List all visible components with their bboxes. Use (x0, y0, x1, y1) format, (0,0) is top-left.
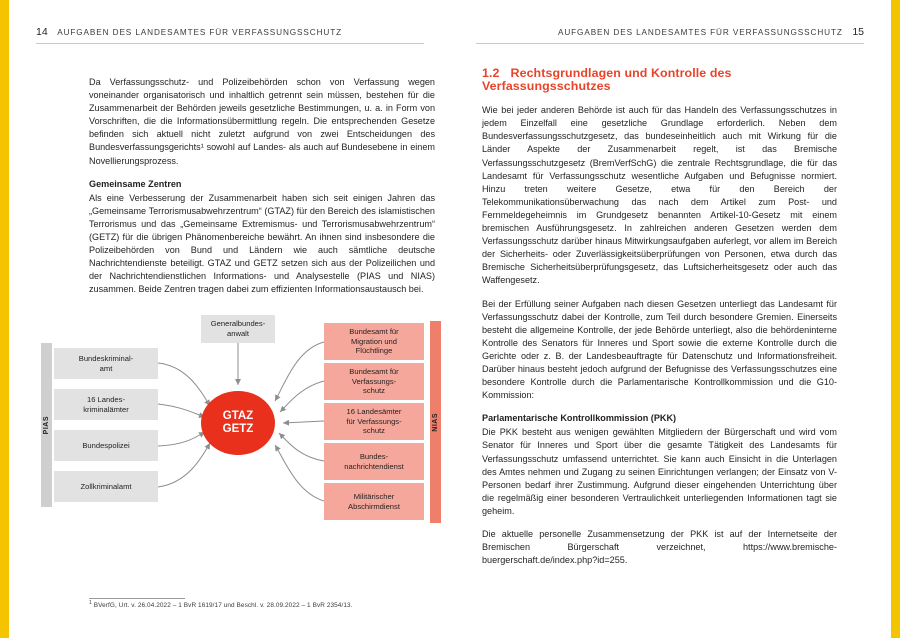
diagram-box-zollkriminalamt: Zollkriminalamt (54, 471, 158, 502)
left-header-rule (36, 43, 424, 44)
right-folio: 15 (852, 26, 864, 38)
diagram-center-line-2: GETZ (222, 423, 254, 435)
left-paragraph-2: Als eine Verbesserung der Zusammenarbeit haben sich seit einigen Jahren das „Gemeinsame Terrorismusabwehrzentrum“ (GTAZ) für den Bereich des islamistischen Terrorismus und das „Gemeinsame Extremismus- und Terrorismusabwehrzentrum“ (GETZ) für die übrigen Phänomenbereiche bewährt. An ihnen sind insbesondere die Polizeibehörden von Bund und Ländern wie auch sämtliche deutsche Nachrichtendienste beteiligt. GTAZ und GETZ setzen sich aus der Polizeilichen und der Nachrichtendienstlichen Informations- und Analysestelle (PIAS und NIAS) zusammen. Beide Zentren tragen dabei zum effizienten Informationsaustausch bei. (89, 192, 435, 295)
diagram-box-bundeskriminalamt: Bundeskriminal- amt (54, 348, 158, 379)
diagram-box-bnd: Bundes- nachrichtendienst (324, 443, 424, 480)
left-subhead: Gemeinsame Zentren (89, 178, 182, 189)
diagram-box-bfv: Bundesamt für Verfassungs- schutz (324, 363, 424, 400)
diagram-center-node (201, 391, 275, 455)
left-folio: 14 (36, 26, 48, 38)
diagram-sidebar-pias-label: PIAS (43, 415, 50, 435)
diagram-sidebar-nias (430, 321, 441, 523)
right-running-head-text: AUFGABEN DES LANDESAMTES FÜR VERFASSUNGSSCHUTZ (557, 28, 843, 37)
diagram-sidebar-nias-label: NIAS (432, 412, 439, 432)
right-paragraph-1: Wie bei jeder anderen Behörde ist auch für das Handeln des Verfassungsschutzes in jedem Einzelfall eine gesetzliche Grundlage erforderlich. Neben dem Bundesverfassungsschutzgesetz, das bundeseinheitlich auch mit Wirkung für die Länder Aspekte der Zusammenarbeit regelt, ist das Bremische Verfassungsschutzgesetz (BremVerfSchG) die zentrale Rechtsgrundlage, die für das Landesamt für Verfassungsschutz wesentliche Aufgaben und Befugnisse normiert. Hinzu treten weitere Gesetze, etwa für den Bereich der Telekommunikationsüberwachung das nach dem Artikel zum Post- und Fernmeldegeheimnis im Grundgesetz benannten Artikel-10-Gesetz mit einem bremischen Ausführungsgesetz. In zahlreichen anderen Gesetzen werden dem Verfassungsschutz darüber hinaus Mitwirkungsaufgaben auferlegt, vor allem im Bereich der Sicherheits- oder Zuverlässigkeitsüberprüfungen von Personen, etwa durch das Bremische Sicherheitsüberprüfungsgesetz, das Luftsicherheitsgesetz oder auch das Waffengesetz. (482, 105, 837, 286)
footnote-rule (89, 598, 185, 599)
footnote-marker: 1 (89, 599, 92, 606)
right-page (450, 0, 891, 638)
diagram-sidebar-pias (41, 343, 52, 507)
diagram-box-bamf: Bundesamt für Migration und Flüchtlinge (324, 323, 424, 360)
left-text-column (89, 76, 435, 307)
right-running-head (558, 26, 864, 38)
gtaz-getz-diagram (41, 311, 441, 536)
diagram-box-lfv: 16 Landesämter für Verfassungs- schutz (324, 403, 424, 440)
left-running-head (36, 26, 342, 38)
diagram-box-bundespolizei: Bundespolizei (54, 430, 158, 461)
diagram-box-landeskriminalaemter: 16 Landes- kriminalämter (54, 389, 158, 420)
section-title (482, 67, 837, 93)
left-edge-bar (0, 0, 9, 638)
footnote-text: BVerfG, Urt. v. 26.04.2022 – 1 BvR 1619/17 und Beschl. v. 28.09.2022 – 1 BvR 2354/13. (93, 602, 353, 609)
left-page (9, 0, 450, 638)
diagram-center-line-1: GTAZ (222, 410, 254, 422)
left-running-head-text: AUFGABEN DES LANDESAMTES FÜR VERFASSUNGSSCHUTZ (57, 28, 343, 37)
section-number: 1.2 (482, 66, 500, 80)
right-text-column (482, 67, 837, 577)
right-header-rule (476, 43, 864, 44)
section-title-text: Rechtsgrundlagen und Kontrolle des Verfassungsschutzes (482, 66, 732, 94)
left-paragraph-1: Da Verfassungsschutz- und Polizeibehörden schon von Verfassung wegen voneinander organisatorisch und inhaltlich getrennt sein müssen, bestehen für die Zusammenarbeit der Behörden jeweils gesetzliche Bestimmungen, u. a. in Form von Vorschriften, die die Informationsübermittlung regeln. Die entsprechenden Gesetze befinden sich aktuell nicht zuletzt aufgrund von zwei Entscheidungen des Bundesverfassungsgerichts¹ sowohl auf Landes- als auch auf Bundesebene in einem Novellierungsprozess. (89, 77, 435, 166)
diagram-box-generalbundesanwalt: Generalbundes- anwalt (201, 315, 275, 343)
right-subhead: Parlamentarische Kontrollkommission (PKK) (482, 413, 677, 424)
right-paragraph-4: Die aktuelle personelle Zusammensetzung der PKK ist auf der Internetseite der Bremischen Bürgerschaft verzeichnet, https://www.bremische-buergerschaft.de/index.php?id=255. (482, 529, 837, 566)
right-paragraph-2: Bei der Erfüllung seiner Aufgaben nach diesen Gesetzen unterliegt das Landesamt für Verfassungsschutz dabei der Kontrolle, zum Teil durch besondere Gremien. Einerseits besteht die allgemeine Kontrolle, der jede Behörde unterliegt, also die behördeninterne Kontrolle des Senators für Inneres und Sport sowie die externe Kontrolle durch die Gerichte oder z. B. der Landesbeauftragte für Datenschutz und Informationsfreiheit. Darüber hinaus besteht jedoch aufgrund der Befugnisse des Verfassungsschutzes eine besondere Kontrolle durch die Parlamentarische Kontrollkommission und die G10-Kommission: (482, 298, 837, 401)
diagram-box-mad: Militärischer Abschirmdienst (324, 483, 424, 520)
right-paragraph-3: Die PKK besteht aus wenigen gewählten Mitgliedern der Bürgerschaft und wird vom Senator für Inneres und Sport über die gesamte Tätigkeit des Landesamts für Verfassungsschutz umfassend unterrichtet. Sie kann auch Einsicht in die Unterlagen des Amtes nehmen und Zugang zu seinen Einrichtungen verlangen; der Einsatz von V-Personen bedarf ihrer Zustimmung. Aufgrund dieser eingehenden Unterrichtung über die regelmäßig einer besonderen Vertraulichkeit unterliegenden Informationen tagt sie geheim. (482, 427, 837, 516)
footnote (89, 599, 435, 609)
right-edge-bar (891, 0, 900, 638)
